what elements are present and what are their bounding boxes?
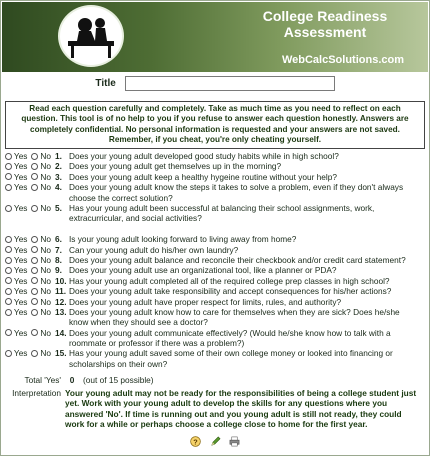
question-text: Does your young adult know the steps it takes to solve a problem, even if they don't always choose the correct solution? xyxy=(69,182,404,203)
yes-label[interactable]: Yes xyxy=(13,202,28,213)
question-text: Has your young adult completed all of the required college prep classes in high school? xyxy=(69,275,390,286)
question-row xyxy=(5,245,429,255)
no-label[interactable]: No xyxy=(40,254,51,265)
question-list xyxy=(1,151,429,369)
question-text: Has your young adult been successful at balancing their school assignments, work, extracurricular, and social activities? xyxy=(69,202,375,224)
app-title-line1: College Readiness xyxy=(262,8,388,24)
yes-label[interactable]: Yes xyxy=(13,286,28,297)
question-row xyxy=(5,151,429,161)
interpretation-text: Your young adult may not be ready for the responsibilities of being a college student just yet. Work with your young adult to develop the skills for any questions where you answered 'No'. If time is running out and you young adult is still not ready, they could work for a while or perhaps choose a college close to home for the first year. xyxy=(65,387,417,429)
question-number: 5. xyxy=(55,202,62,213)
question-text: Does your young adult developed good study habits while in high school? xyxy=(69,151,339,161)
yes-radio[interactable] xyxy=(5,329,12,336)
yes-radio[interactable] xyxy=(5,298,12,305)
yes-label[interactable]: Yes xyxy=(13,327,28,338)
no-label[interactable]: No xyxy=(40,151,51,161)
answer-options xyxy=(5,255,55,265)
question-row xyxy=(5,286,429,296)
question-text: Does your young adult communicate effectively? (Would he/she know how to talk with a roommate or professor if there was a problem?) xyxy=(69,327,391,349)
no-label[interactable]: No xyxy=(40,171,51,182)
no-radio[interactable] xyxy=(31,257,38,264)
question-number: 15. xyxy=(55,348,67,359)
question-number: 11. xyxy=(55,286,67,297)
answer-options xyxy=(5,245,55,255)
title-label: Title xyxy=(95,78,116,90)
question-row xyxy=(5,307,429,328)
question-row xyxy=(5,265,429,275)
question-text: Does your young adult use an organizational tool, like a planner or PDA? xyxy=(69,265,337,276)
no-radio[interactable] xyxy=(31,246,38,253)
question-row xyxy=(5,203,429,234)
yes-label[interactable]: Yes xyxy=(13,348,28,359)
no-radio[interactable] xyxy=(31,288,38,295)
total-row xyxy=(1,375,429,385)
question-number: 1. xyxy=(55,151,62,161)
footer-toolbar xyxy=(1,433,429,451)
svg-text:?: ? xyxy=(193,437,198,447)
question-text: Is your young adult looking forward to living away from home? xyxy=(69,234,297,245)
answer-options xyxy=(5,234,55,244)
no-radio[interactable] xyxy=(31,173,38,180)
yes-radio[interactable] xyxy=(5,205,12,212)
question-text: Does your young adult get themselves up in the morning? xyxy=(69,161,282,172)
answer-options xyxy=(5,172,55,182)
no-label[interactable]: No xyxy=(40,182,51,193)
yes-radio[interactable] xyxy=(5,267,12,274)
title-row xyxy=(1,76,429,98)
answer-options xyxy=(5,297,55,307)
no-radio[interactable] xyxy=(31,298,38,305)
question-row xyxy=(5,276,429,286)
no-label[interactable]: No xyxy=(40,234,51,245)
question-number: 7. xyxy=(55,244,62,255)
yes-label[interactable]: Yes xyxy=(13,275,28,286)
question-row xyxy=(5,297,429,307)
question-row xyxy=(5,328,429,349)
question-text: Does your young adult know how to care for themselves when they are sick? Does he/she know when they should see a doctor? xyxy=(69,306,400,328)
question-text: Does your young adult take responsibility and accept consequences for his/her actions? xyxy=(69,286,392,297)
no-label[interactable]: No xyxy=(40,306,51,317)
yes-radio[interactable] xyxy=(5,246,12,253)
yes-radio[interactable] xyxy=(5,277,12,284)
answer-options xyxy=(5,161,55,171)
instructions: Read each question carefully and completely. Take as much time as you need to reflect on each question. This tool is of no help to you if you refuse to answer each question honestly. Answers are completely confidential. No personal information is requested and your answers are not saved. Remember, if you cheat, you're only cheating yourself. xyxy=(5,101,425,149)
question-row xyxy=(5,161,429,171)
no-radio[interactable] xyxy=(31,205,38,212)
no-radio[interactable] xyxy=(31,184,38,191)
yes-radio[interactable] xyxy=(5,236,12,243)
logo xyxy=(58,5,124,67)
question-number: 9. xyxy=(55,265,62,276)
print-icon[interactable] xyxy=(229,436,240,447)
yes-label[interactable]: Yes xyxy=(13,306,28,317)
yes-radio[interactable] xyxy=(5,173,12,180)
interpretation-row xyxy=(1,388,429,430)
no-label[interactable]: No xyxy=(40,348,51,359)
no-label[interactable]: No xyxy=(40,244,51,255)
yes-label[interactable]: Yes xyxy=(13,161,28,172)
question-text: Does your young adult keep a healthy hygeine routine without your help? xyxy=(69,171,337,182)
no-label[interactable]: No xyxy=(40,286,51,297)
question-row xyxy=(5,348,429,369)
no-label[interactable]: No xyxy=(40,327,51,338)
student-desk-icon xyxy=(65,13,119,61)
question-number: 8. xyxy=(55,254,62,265)
no-label[interactable]: No xyxy=(40,161,51,172)
no-label[interactable]: No xyxy=(40,275,51,286)
answer-options xyxy=(5,286,55,296)
question-text: Can your young adult do his/her own laundry? xyxy=(69,244,239,255)
yes-label[interactable]: Yes xyxy=(13,171,28,182)
no-radio[interactable] xyxy=(31,277,38,284)
yes-label[interactable]: Yes xyxy=(13,151,28,161)
question-row xyxy=(5,172,429,182)
no-radio[interactable] xyxy=(31,236,38,243)
yes-radio[interactable] xyxy=(5,350,12,357)
help-icon[interactable] xyxy=(190,436,201,447)
question-number: 4. xyxy=(55,182,62,193)
interpretation-label: Interpretation xyxy=(12,387,61,398)
answer-options xyxy=(5,348,55,358)
answer-options xyxy=(5,203,55,213)
question-row xyxy=(5,182,429,203)
question-number: 6. xyxy=(55,234,62,245)
app-title-line2: Assessment xyxy=(283,24,367,40)
answer-options xyxy=(5,265,55,275)
question-number: 10. xyxy=(55,275,67,286)
no-radio[interactable] xyxy=(31,329,38,336)
yes-label[interactable]: Yes xyxy=(13,296,28,307)
edit-icon[interactable] xyxy=(210,436,221,447)
question-number: 3. xyxy=(55,171,62,182)
site-name: WebCalcSolutions.com xyxy=(281,54,404,66)
yes-radio[interactable] xyxy=(5,184,12,191)
total-value: 0 xyxy=(69,375,75,386)
no-label[interactable]: No xyxy=(40,202,51,213)
no-radio[interactable] xyxy=(31,350,38,357)
answer-options xyxy=(5,151,55,161)
total-label: Total 'Yes' xyxy=(24,375,61,386)
answer-options xyxy=(5,328,55,338)
no-radio[interactable] xyxy=(31,163,38,170)
question-text: Has your young adult saved some of their own college money or looked into financing or scholarships on their own? xyxy=(69,348,393,369)
question-number: 14. xyxy=(55,327,67,338)
question-row xyxy=(5,234,429,244)
no-radio[interactable] xyxy=(31,309,38,316)
yes-label[interactable]: Yes xyxy=(13,265,28,276)
yes-radio[interactable] xyxy=(5,309,12,316)
answer-options xyxy=(5,276,55,286)
yes-label[interactable]: Yes xyxy=(13,244,28,255)
question-number: 13. xyxy=(55,306,67,317)
no-radio[interactable] xyxy=(31,267,38,274)
yes-radio[interactable] xyxy=(5,257,12,264)
question-row xyxy=(5,255,429,265)
answer-options xyxy=(5,182,55,192)
yes-radio[interactable] xyxy=(5,153,12,160)
yes-radio[interactable] xyxy=(5,288,12,295)
question-number: 12. xyxy=(55,296,67,307)
yes-radio[interactable] xyxy=(5,163,12,170)
no-radio[interactable] xyxy=(31,153,38,160)
answer-options xyxy=(5,307,55,317)
app-title xyxy=(240,8,410,40)
question-text: Does your young adult balance and reconcile their checkbook and/or credit card statement? xyxy=(69,254,406,265)
no-label[interactable]: No xyxy=(40,296,51,307)
yes-label[interactable]: Yes xyxy=(13,182,28,193)
no-label[interactable]: No xyxy=(40,265,51,276)
question-number: 2. xyxy=(55,161,62,172)
header-banner xyxy=(2,2,428,72)
yes-label[interactable]: Yes xyxy=(13,254,28,265)
yes-label[interactable]: Yes xyxy=(13,234,28,245)
question-text: Does your young adult have proper respect for limits, rules, and authority? xyxy=(69,296,342,307)
title-input[interactable] xyxy=(125,76,335,91)
total-note: (out of 15 possible) xyxy=(83,375,154,386)
